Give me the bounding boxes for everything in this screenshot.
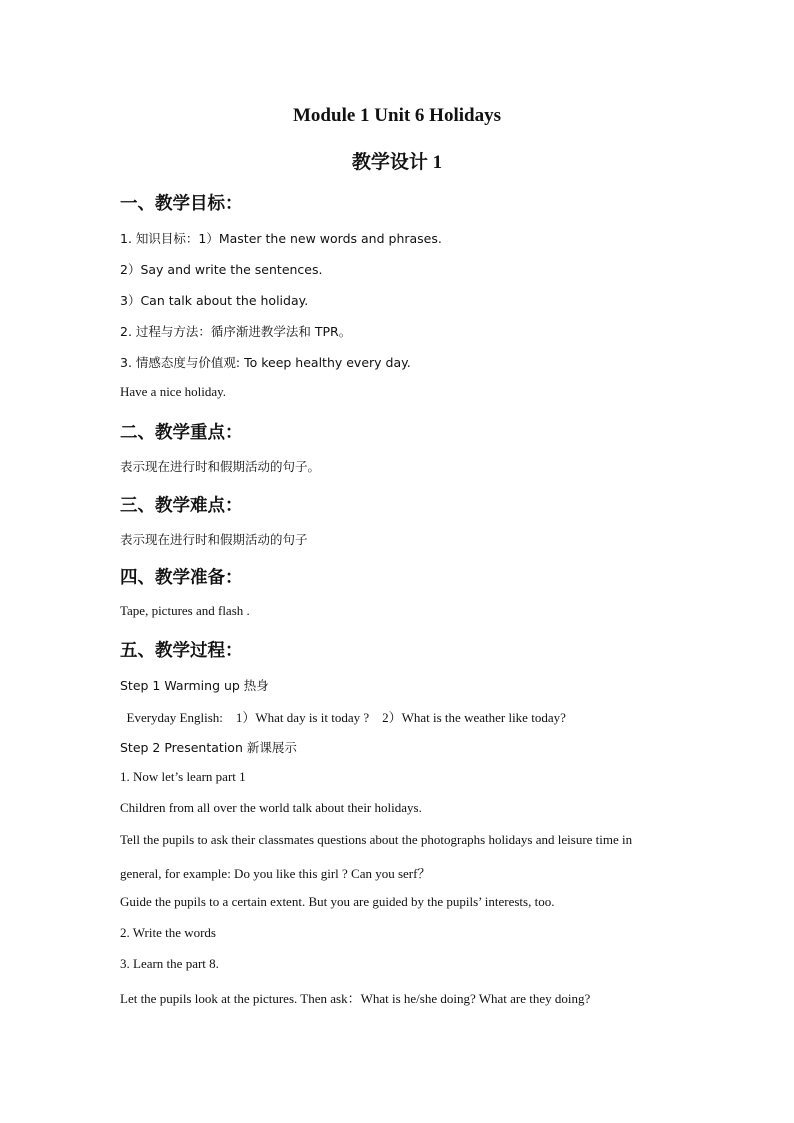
objectives-line-5: 3. 情感态度与价值观: To keep healthy every day.: [120, 355, 411, 370]
objectives-line-6: Have a nice holiday.: [120, 384, 226, 399]
preparation-line-1: Tape, pictures and flash .: [120, 603, 250, 618]
process-line-6: Tell the pupils to ask their classmates questions about the photographs holidays and leisure time in: [120, 832, 633, 847]
process-line-5: Children from all over the world talk about their holidays.: [120, 800, 422, 815]
process-line-7: general, for example: Do you like this girl ? Can you serf？: [120, 866, 431, 881]
objectives-line-1: 1. 知识目标：1）Master the new words and phrases.: [120, 231, 442, 246]
process-line-3: Step 2 Presentation 新课展示: [120, 740, 297, 755]
process-line-10: 3. Learn the part 8.: [120, 956, 219, 971]
document-title: Module 1 Unit 6 Holidays: [293, 105, 501, 126]
section-heading-key-points: 二、教学重点：: [120, 423, 243, 443]
objectives-line-3: 3）Can talk about the holiday.: [120, 293, 309, 308]
process-line-1: Step 1 Warming up 热身: [120, 678, 269, 693]
process-line-8: Guide the pupils to a certain extent. But you are guided by the pupils’ interests, too.: [120, 894, 555, 909]
section-heading-objectives: 一、教学目标：: [120, 194, 243, 214]
process-line-11: Let the pupils look at the pictures. Then ask：What is he/she doing? What are they doing?: [120, 991, 591, 1006]
difficulties-line-1: 表示现在进行时和假期活动的句子: [120, 532, 308, 547]
process-line-9: 2. Write the words: [120, 925, 216, 940]
section-heading-difficulties: 三、教学难点：: [120, 496, 243, 516]
section-heading-preparation: 四、教学准备：: [120, 568, 243, 588]
section-heading-process: 五、教学过程：: [120, 641, 243, 661]
objectives-line-4: 2. 过程与方法：循序渐进教学法和 TPR。: [120, 324, 352, 339]
key-points-line-1: 表示现在进行时和假期活动的句子。: [120, 459, 321, 474]
document-subtitle: 教学设计 1: [351, 152, 443, 173]
objectives-line-2: 2）Say and write the sentences.: [120, 262, 323, 277]
process-line-4: 1. Now let’s learn part 1: [120, 769, 246, 784]
process-line-2: Everyday English: 1）What day is it today ? 2）What is the weather like today?: [120, 710, 566, 725]
